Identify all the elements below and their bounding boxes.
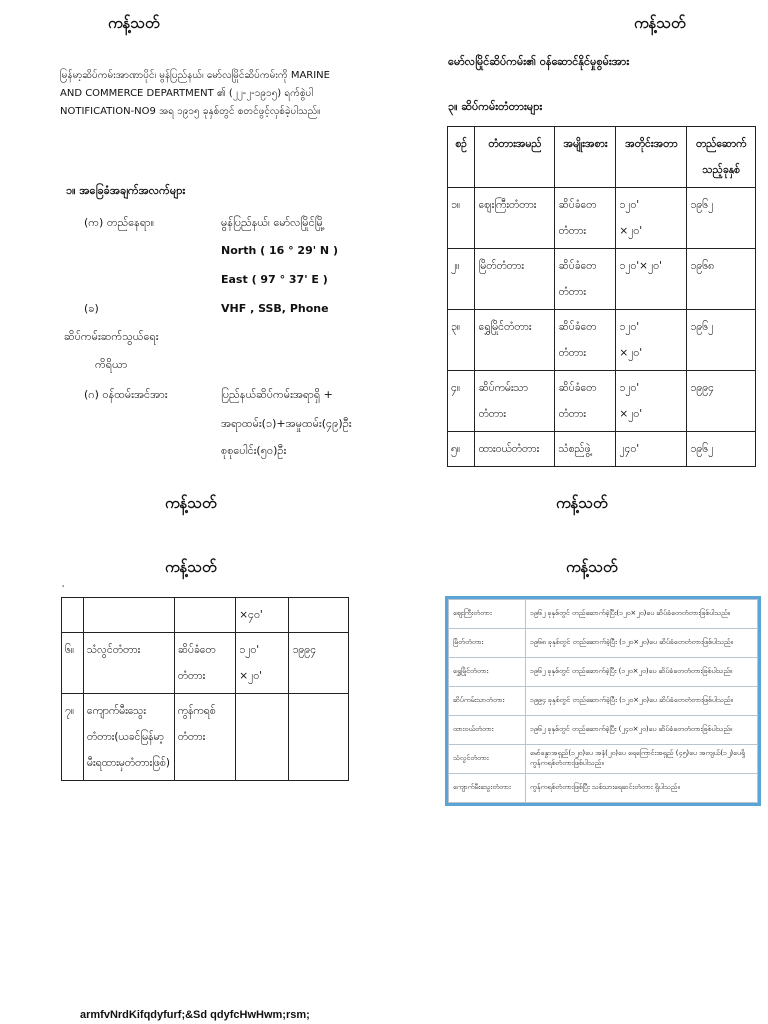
summary-desc: ၁၉၆၂ ခုနှစ်တွင် တည်ဆောက်ခဲ့ပြီး(၁၂၀×၂၀)ပေ ဆိပ်ခံတေတံတားဖြစ်ပါသည်။ — [526, 600, 758, 629]
cell-size: ၁၂၀' ×၂၀' — [616, 310, 687, 371]
summary-name: ရွှေမြိုင်တံတား — [449, 658, 526, 687]
location-north: North ( 16 ° 29' N ) — [221, 244, 338, 257]
table-row — [448, 371, 756, 432]
summary-name: ဆိပ်ကမ်းသာတံတား — [449, 687, 526, 716]
staff-value-3: စုစုပေါင်း(၅၀)ဦး — [221, 444, 287, 457]
cell-type: ကွန်ကရစ်တံတား — [174, 694, 236, 781]
cell-no — [62, 598, 84, 633]
heading-mid-left: ကန့်သတ် — [165, 494, 217, 512]
cell-name: ရွှေမြိုင်တံတား — [475, 310, 555, 371]
table-row — [62, 694, 349, 781]
summary-desc: ၁၉၉၄ ခုနှစ်တွင် တည်ဆောက်ခဲ့ပြီး (၁၂၀×၂၀)ပေ ဆိပ်ခံတေတံတားဖြစ်ပါသည်။ — [526, 687, 758, 716]
table-row — [448, 432, 756, 467]
summary-name: ထားဝယ်တံတား — [449, 716, 526, 745]
table-row — [449, 687, 758, 716]
cell-name: ဈေးကြီးတံတား — [475, 188, 555, 249]
cell-year: ၁၉၉၄ — [687, 371, 756, 432]
col-header-name: တံတားအမည် — [475, 127, 555, 188]
cell-year: ၁၉၆၂ — [687, 432, 756, 467]
cell-size — [236, 694, 289, 781]
table-row — [449, 629, 758, 658]
section1-title: ၁။ အခြေခံအချက်အလက်များ — [66, 184, 186, 197]
heading-lower-left: ကန့်သတ် — [165, 558, 217, 576]
summary-name: ကျောက်မီးသွေးတံတား — [449, 774, 526, 803]
jetty-table-wrap — [447, 126, 756, 467]
cell-type: ဆိပ်ခံတေတံတား — [174, 633, 236, 694]
footer-text: armfvNrdKifqdyfurf;&Sd qdyfcHwHwm;rsm; — [80, 1009, 310, 1021]
cell-size: ၁၂၀' ×၂၀' — [616, 371, 687, 432]
cell-name: မြိတ်တံတား — [475, 249, 555, 310]
cell-size: ၁၂၀'×၂၀' — [616, 249, 687, 310]
intro-line: AND COMMERCE DEPARTMENT ၏ (၂၂-၂-၁၉၁၅) ရက်စွဲပါ — [60, 88, 313, 99]
col-header-year: တည်ဆောက်သည့်ခုနှစ် — [687, 127, 756, 188]
cell-year — [289, 694, 349, 781]
cell-size: ၂၄၀' — [616, 432, 687, 467]
intro-paragraph — [60, 67, 370, 121]
comm-desc-1: ဆိပ်ကမ်းဆက်သွယ်ရေး — [64, 330, 159, 343]
heading-mid-right: ကန့်သတ် — [556, 494, 608, 512]
table-row — [62, 633, 349, 694]
cell-year: ၁၉၆၂ — [687, 310, 756, 371]
cell-name: ကျောက်မီးသွေးတံတား(ယခင်မြန်မာ့မီးရထားမှတံတားဖြစ်) — [83, 694, 174, 781]
summary-box — [445, 596, 761, 806]
table-row — [449, 774, 758, 803]
cell-no: ၄။ — [448, 371, 475, 432]
cell-no: ၃။ — [448, 310, 475, 371]
heading-top-right: ကန့်သတ် — [634, 14, 686, 32]
section2-title: ၃။ ဆိပ်ကမ်းတံတားများ — [448, 100, 543, 113]
cell-year: ၁၉၆၂ — [687, 188, 756, 249]
table-row — [448, 249, 756, 310]
summary-desc: ကွန်ကရစ်တံတားဖြစ်ပြီး သစ်သားရေဆင်းတံတား ရှိပါသည်။ — [526, 774, 758, 803]
cell-name: ဆိပ်ကမ်းသာတံတား — [475, 371, 555, 432]
table-row — [449, 745, 758, 774]
summary-name: သံလွင်တံတား — [449, 745, 526, 774]
comm-label: (ခ) — [84, 302, 99, 315]
jetty-table — [447, 126, 756, 467]
cell-size: ×၄၀' — [236, 598, 289, 633]
staff-value-2: အရာထမ်း(၁)+အမှုထမ်း(၄၉)ဦး — [221, 417, 352, 430]
comm-value: VHF , SSB, Phone — [221, 302, 329, 315]
heading-top-left: ကန့်သတ် — [108, 14, 160, 32]
cell-name: ထားဝယ်တံတား — [475, 432, 555, 467]
cell-no: ၁။ — [448, 188, 475, 249]
summary-table — [448, 599, 758, 803]
cell-type: ဆိပ်ခံတေတံတား — [555, 371, 616, 432]
lower-jetty-table — [61, 597, 349, 781]
col-header-size: အတိုင်းအတာ — [616, 127, 687, 188]
table-row — [448, 310, 756, 371]
lower-table-wrap — [61, 597, 349, 781]
cell-no: ၂။ — [448, 249, 475, 310]
cell-size: ၁၂၀' ×၂၀' — [616, 188, 687, 249]
cell-year: ၁၉၆၈ — [687, 249, 756, 310]
col-header-no: စဉ် — [448, 127, 475, 188]
cell-type: ဆိပ်ခံတေတံတား — [555, 310, 616, 371]
cell-name — [83, 598, 174, 633]
intro-line: မြန်မာ့ဆိပ်ကမ်းအာဏာပိုင်၊ မွန်ပြည်နယ်၊ မော်လမြိုင်ဆိပ်ကမ်းကို MARINE — [60, 70, 330, 81]
table-header-row — [448, 127, 756, 188]
summary-desc: ၁၉၆၂ ခုနှစ်တွင် တည်ဆောက်ခဲ့ပြီး (၁၂၀×၂၀)ပေ ဆိပ်ခံတေတံတားဖြစ်ပါသည်။ — [526, 658, 758, 687]
intro-line: NOTIFICATION-NO9 အရ ၁၉၁၅ ခုနှစ်တွင် စတင်ဖွင့်လှစ်ခဲ့ပါသည်။ — [60, 106, 321, 117]
location-value: မွန်ပြည်နယ်၊ မော်လမြိုင်မြို့ — [221, 216, 325, 229]
cell-year: ၁၉၉၄ — [289, 633, 349, 694]
cell-type: သံစည်ဖွဲ့ — [555, 432, 616, 467]
table-row — [62, 598, 349, 633]
cell-year — [289, 598, 349, 633]
summary-name: မြိတ်တံတား — [449, 629, 526, 658]
staff-label: (ဂ) ဝန်ထမ်းအင်အား — [84, 388, 168, 401]
cell-type: ဆိပ်ခံတေတံတား — [555, 249, 616, 310]
summary-name: ဈေးကြီးတံတား — [449, 600, 526, 629]
staff-value-1: ပြည်နယ်ဆိပ်ကမ်းအရာရှိ + — [221, 388, 333, 401]
summary-desc: ၁၉၆၂ ခုနှစ်တွင် တည်ဆောက်ခဲ့ပြီး (၂၄၀×၂၀)ပေ ဆိပ်ခံတေတံတားဖြစ်ပါသည်။ — [526, 716, 758, 745]
table-row — [449, 658, 758, 687]
cell-type: ဆိပ်ခံတေတံတား — [555, 188, 616, 249]
cell-name: သံလွင်တံတား — [83, 633, 174, 694]
small-mark: ' — [62, 584, 65, 593]
right-title: မော်လမြိုင်ဆိပ်ကမ်း၏ ဝန်ဆောင်နိုင်မှုစွမ်းအား — [448, 55, 630, 68]
comm-desc-2: ကိရိယာ — [95, 358, 128, 371]
table-row — [449, 716, 758, 745]
cell-no: ၇။ — [62, 694, 84, 781]
heading-lower-right: ကန့်သတ် — [566, 558, 618, 576]
cell-no: ၅။ — [448, 432, 475, 467]
summary-desc: မော်နွောအရှည်(၁၂၀)ပေ အနံ(၂၀)ပေ ရေကြောင်းအရှည် (၄၅)ပေ အကျယ်(၁၂)ပေရှိ ကွန်ကရစ်တံတားဖြစ်ပါသည်။ — [526, 745, 758, 774]
table-row — [449, 600, 758, 629]
cell-size: ၁၂၀' ×၂၀' — [236, 633, 289, 694]
summary-desc: ၁၉၆၈ ခုနှစ်တွင် တည်ဆောက်ခဲ့ပြီး (၁၂၀×၂၀)ပေ ဆိပ်ခံတေတံတားဖြစ်ပါသည်။ — [526, 629, 758, 658]
table-row — [448, 188, 756, 249]
col-header-type: အမျိုးအစား — [555, 127, 616, 188]
cell-no: ၆။ — [62, 633, 84, 694]
cell-type — [174, 598, 236, 633]
location-label: (က) တည်နေရာ။ — [84, 216, 155, 229]
location-east: East ( 97 ° 37' E ) — [221, 273, 328, 286]
